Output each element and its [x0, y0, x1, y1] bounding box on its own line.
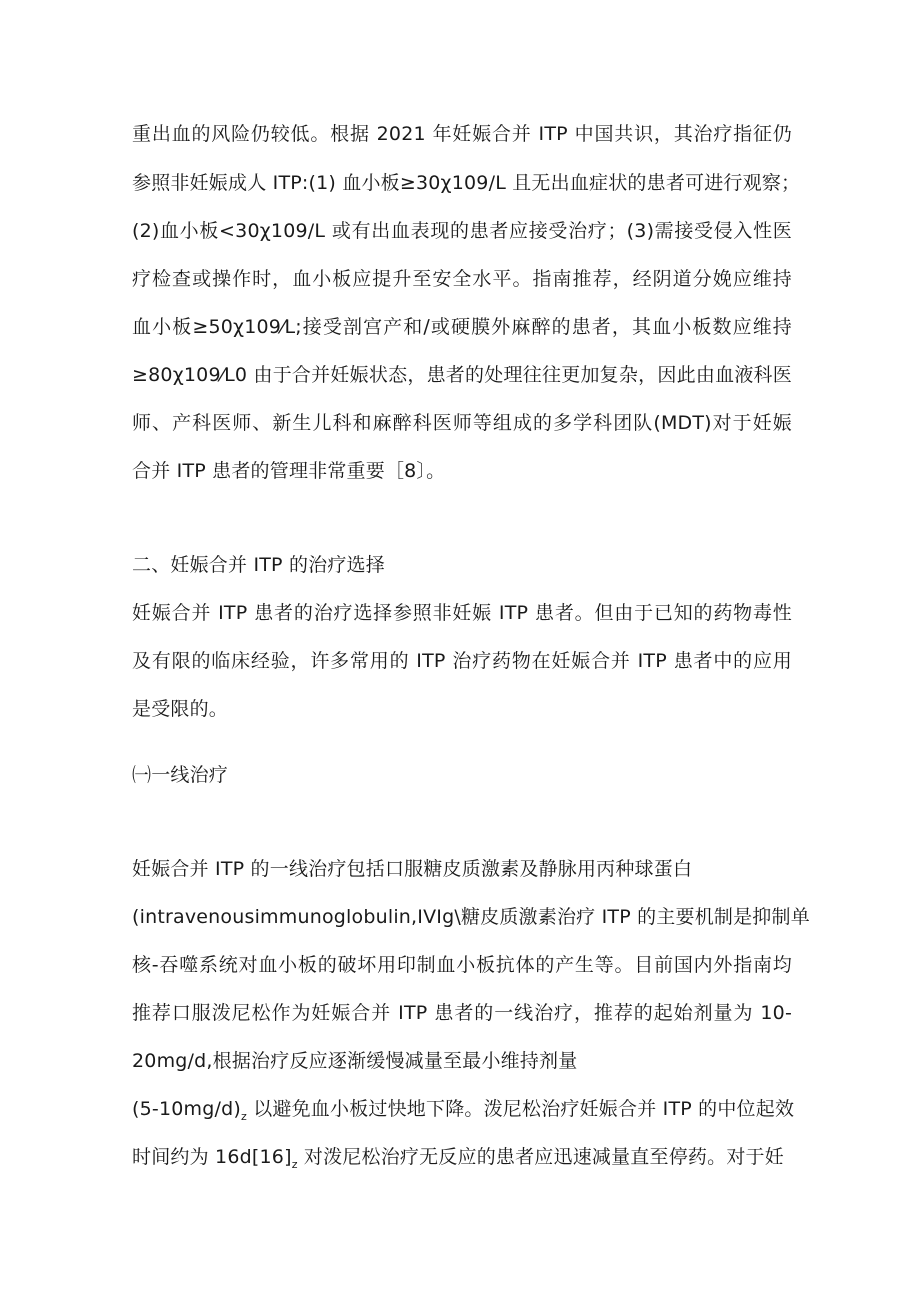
text-run: 对泼尼松治疗无反应的患者应迅速减量直至停药。对于妊: [297, 1146, 784, 1168]
paragraph-line: 20mg/d,根据治疗反应逐渐缓慢减量至最小维持剂量: [132, 1050, 578, 1072]
paragraph-line: 师、产科医师、新生儿科和麻醉科医师等组成的多学科团队(MDT)对于妊娠: [132, 412, 792, 434]
paragraph-line: 妊娠合并 ITP 的一线治疗包括口服糖皮质激素及静脉用丙种球蛋白: [132, 858, 693, 880]
paragraph-line: (2)血小板<30χ109/L 或有出血表现的患者应接受治疗；(3)需接受侵入性医: [132, 220, 792, 242]
paragraph-line: 是受限的。: [132, 698, 229, 720]
paragraph-line: 参照非妊娠成人 ITP:(1) 血小板≥30χ109/L 且无出血症状的患者可进行观察；: [132, 172, 801, 194]
paragraph-line: 合并 ITP 患者的管理非常重要［8〕。: [132, 460, 446, 482]
subsection-heading: ㈠一线治疗: [132, 764, 229, 786]
paragraph-line: 疗检查或操作时，血小板应提升至安全水平。指南推荐，经阴道分娩应维持: [132, 268, 792, 290]
text-run: (5-10mg/d): [132, 1098, 241, 1120]
paragraph-line: (intravenousimmunoglobulin,IVIg\糖皮质激素治疗 ITP 的主要机制是抑制单: [132, 906, 810, 928]
paragraph-line: 核-吞噬系统对血小板的破坏用印制血小板抗体的产生等。目前国内外指南均: [132, 954, 792, 976]
subscript: z: [240, 1110, 247, 1123]
paragraph-line: 血小板≥50χ109⁄L;接受剖宫产和∕或硬膜外麻醉的患者，其血小板数应维持: [132, 316, 792, 338]
paragraph-line: 及有限的临床经验，许多常用的 ITP 治疗药物在妊娠合并 ITP 患者中的应用: [132, 650, 792, 672]
paragraph-line: 推荐口服泼尼松作为妊娠合并 ITP 患者的一线治疗，推荐的起始剂量为 10-: [132, 1002, 792, 1024]
text-run: 以避免血小板过快地下降。泼尼松治疗妊娠合并 ITP 的中位起效: [246, 1098, 795, 1120]
paragraph-line: 妊娠合并 ITP 患者的治疗选择参照非妊娠 ITP 患者。但由于已知的药物毒性: [132, 602, 792, 624]
paragraph-line: ≥80χ109⁄L0 由于合并妊娠状态，患者的处理往往更加复杂，因此由血液科医: [132, 364, 792, 386]
paragraph-line: 重出血的风险仍较低。根据 2021 年妊娠合并 ITP 中国共识，其治疗指征仍: [132, 123, 792, 145]
subscript: z: [291, 1158, 298, 1171]
paragraph-line: [132, 1097, 794, 1124]
section-heading: 二、妊娠合并 ITP 的治疗选择: [132, 554, 385, 576]
text-run: 时间约为 16d[16]: [132, 1146, 292, 1168]
paragraph-line: [132, 1145, 784, 1172]
